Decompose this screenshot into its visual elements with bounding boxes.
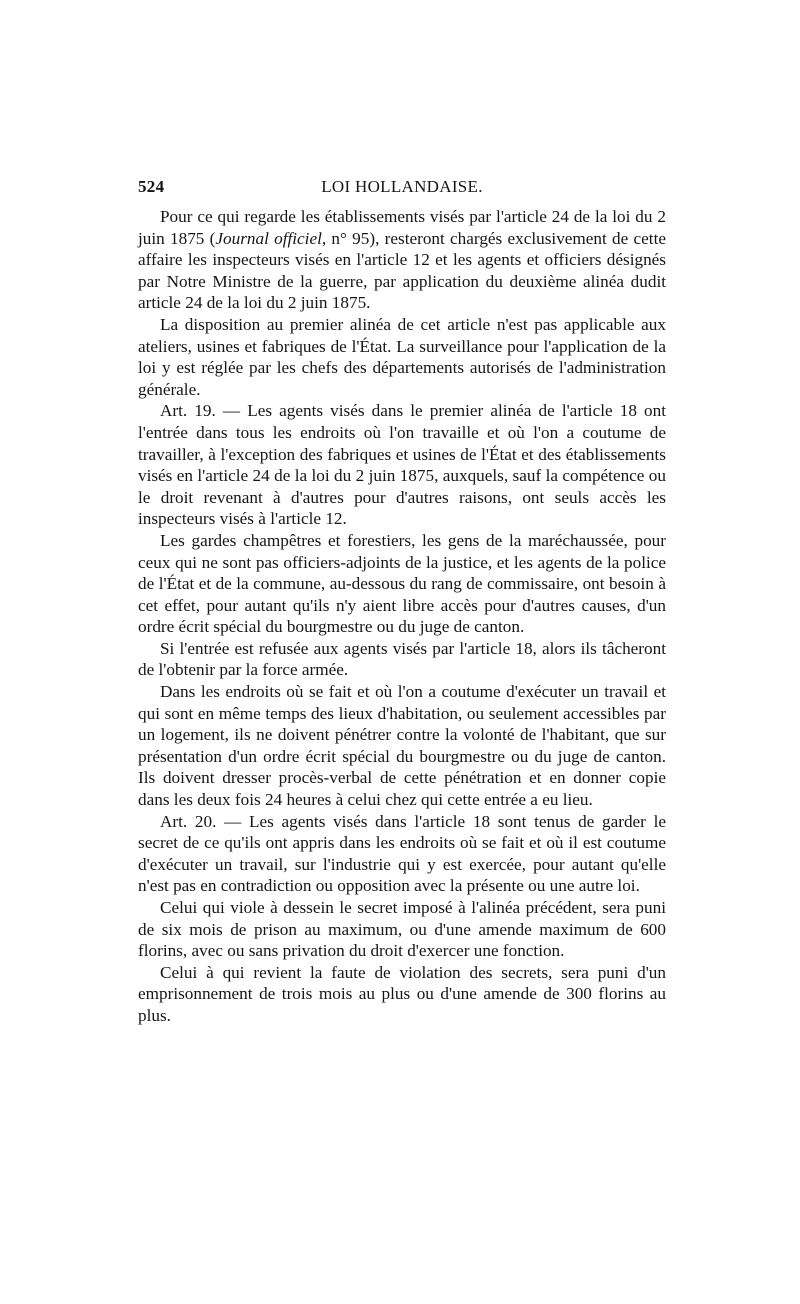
paragraph-2: La disposition au premier alinéa de cet article n'est pas applicable aux ateliers, usines et fabriques de l'État. La surveillance pour l'application de la loi y est réglée par les chefs des départements autorisés de l'administration générale. <box>138 314 666 399</box>
paragraph-article-20: Art. 20. — Les agents visés dans l'article 18 sont tenus de garder le secret de ce qu'ils ont appris dans les endroits où se fait et où il est coutume d'exécuter un travail, sur l'industrie qui y est exercée, pour autant qu'elle n'est pas en contradiction ou opposition avec la présente ou une autre loi. <box>138 811 666 896</box>
paragraph-9: Celui à qui revient la faute de violation des secrets, sera puni d'un emprisonnement de trois mois au plus ou d'une amende de 300 florins au plus. <box>138 962 666 1025</box>
page-number: 524 <box>138 177 165 196</box>
page-header <box>138 177 666 203</box>
running-head: LOI HOLLANDAISE. <box>321 177 483 196</box>
body-text <box>138 206 666 1027</box>
paragraph-1-text-start: Pour ce qui regarde les établissements visés par l'article 24 de la loi du 2 juin 1875 ( <box>138 207 666 248</box>
paragraph-8: Celui qui viole à dessein le secret imposé à l'alinéa précédent, sera puni de six mois de prison au maximum, ou d'une amende maximum de 600 florins, avec ou sans privation du droit d'exercer une fonction. <box>138 898 666 961</box>
journal-title: Journal officiel <box>215 228 322 248</box>
paragraph-1-text-end: , n° 95), resteront chargés exclusivement de cette affaire les inspecteurs visés en l'article 12 et les agents et officiers désignés par Notre Ministre de la guerre, par application du deuxième alinéa dudit article 24 de la loi du 2 juin 1875. <box>138 228 666 313</box>
paragraph-1 <box>138 206 666 314</box>
paragraph-6: Dans les endroits où se fait et où l'on a coutume d'exécuter un travail et qui sont en même temps des lieux d'habitation, ou seulement accessibles par un logement, ils ne doivent pénétrer contre la volonté de l'habitant, que sur présentation d'un ordre écrit spécial du bourgmestre ou du juge de canton. Ils doivent dresser procès-verbal de cette pénétration et en donner copie dans les deux fois 24 heures à celui chez qui cette entrée a eu lieu. <box>138 682 666 810</box>
paragraph-4: Les gardes champêtres et forestiers, les gens de la maréchaussée, pour ceux qui ne sont pas officiers-adjoints de la justice, et les agents de la police de l'État et de la commune, au-dessous du rang de commissaire, ont besoin à cet effet, pour autant qu'ils n'y aient libre accès pour d'autres causes, d'un ordre écrit spécial du bourgmestre ou du juge de canton. <box>138 530 666 637</box>
paragraph-article-19: Art. 19. — Les agents visés dans le premier alinéa de l'article 18 ont l'entrée dans tous les endroits où l'on travaille et où l'on a coutume de travailler, à l'exception des fabriques et usines de l'État et des établissements visés en l'article 24 de la loi du 2 juin 1875, auxquels, sauf la compétence ou le droit revenant à d'autres pour d'autres raisons, ont seuls accès les inspecteurs visés à l'article 12. <box>138 401 666 529</box>
paragraph-5: Si l'entrée est refusée aux agents visés par l'article 18, alors ils tâcheront de l'obtenir par la force armée. <box>138 638 666 680</box>
book-page <box>138 177 666 1027</box>
